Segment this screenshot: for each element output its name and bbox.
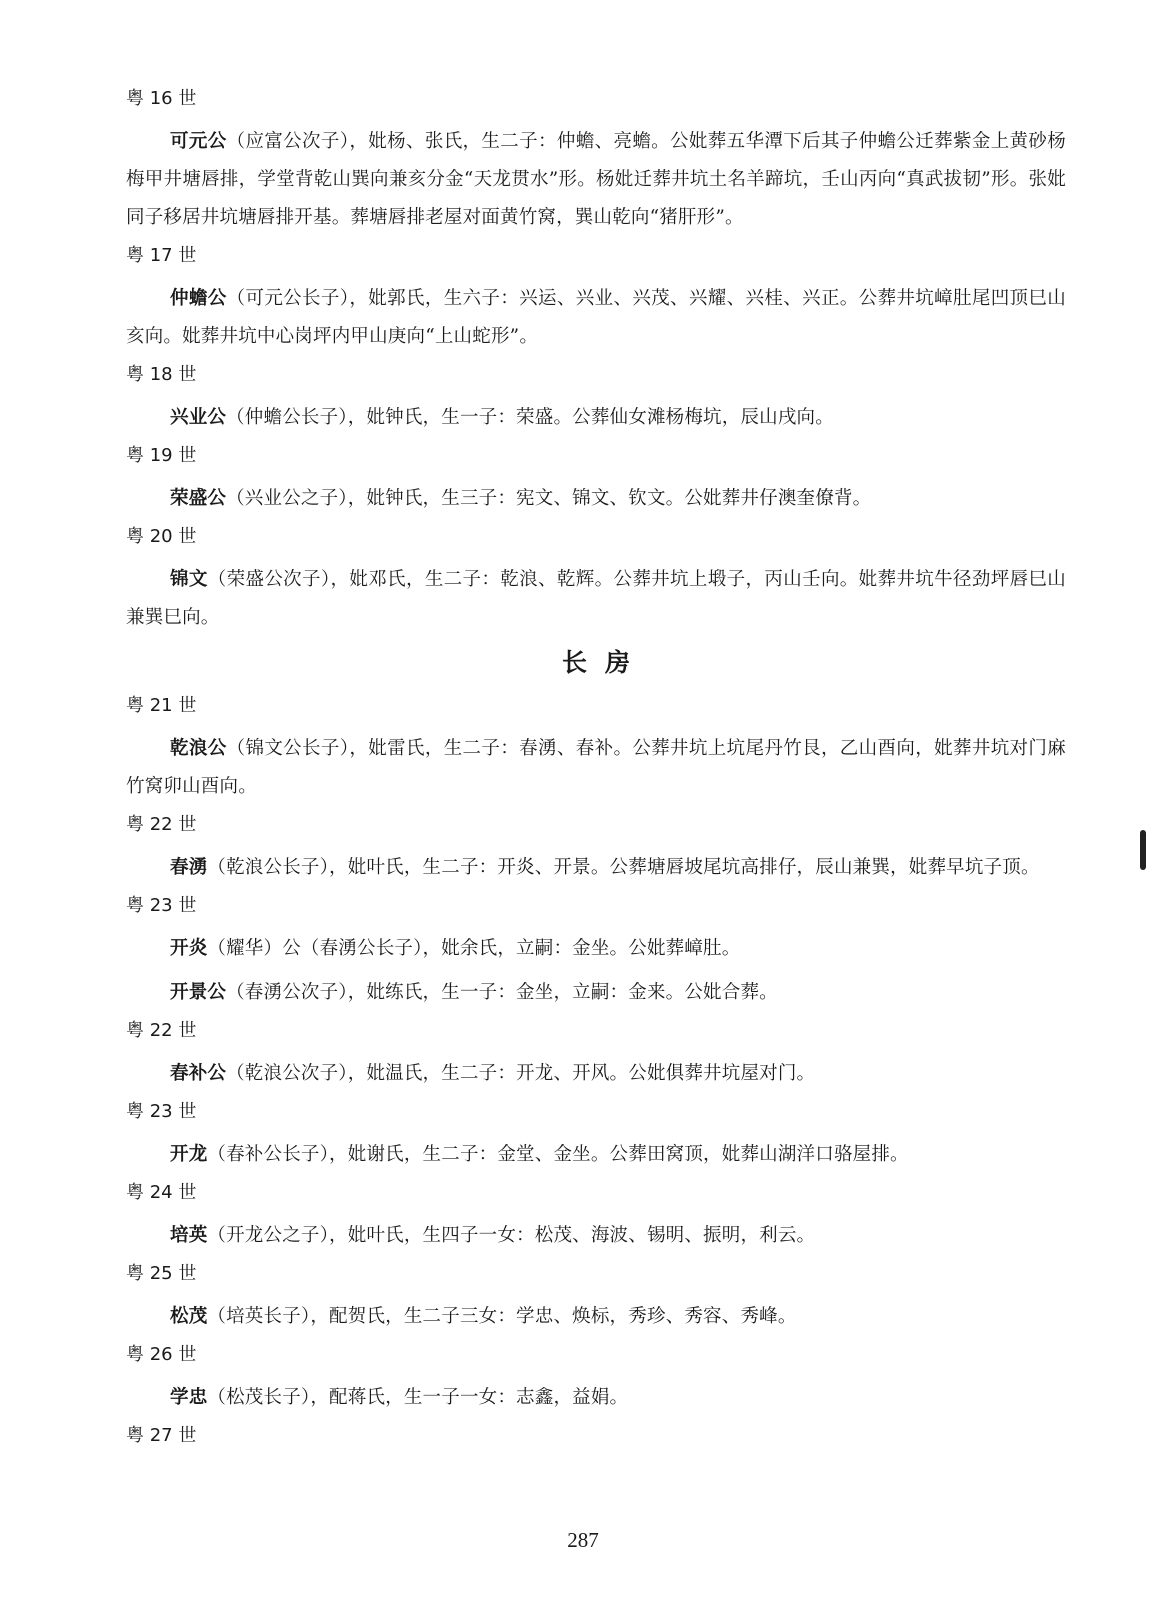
generation-label: 粤 21 世 <box>126 695 197 716</box>
person-name: 春补公 <box>170 1063 227 1084</box>
person-name: 春湧 <box>170 857 208 878</box>
generation-label: 粤 19 世 <box>126 445 197 466</box>
biography-text: （开龙公之子），妣叶氏，生四子一女：松茂、海波、锡明、振明，利云。 <box>207 1225 816 1246</box>
biography-paragraph <box>126 849 1066 887</box>
person-name: 开炎 <box>170 938 208 959</box>
biography-text: （乾浪公次子），妣温氏，生二子：开龙、开风。公妣俱葬井坑屋对门。 <box>226 1063 816 1084</box>
biography-text: （可元公长子），妣郭氏，生六子：兴运、兴业、兴茂、兴耀、兴桂、兴正。公葬井坑嶂肚尾凹顶巳山亥向。妣葬井坑中心岗坪内甲山庚向“上山蛇形”。 <box>126 288 1066 347</box>
generation-label: 粤 18 世 <box>126 364 197 385</box>
generation-label: 粤 27 世 <box>126 1425 197 1446</box>
biography-paragraph <box>126 280 1066 356</box>
biography-paragraph <box>126 730 1066 806</box>
person-name: 锦文 <box>170 569 208 590</box>
biography-text: （春湧公次子），妣练氏，生一子：金坐，立嗣：金来。公妣合葬。 <box>226 982 778 1003</box>
biography-text: （应富公次子），妣杨、张氏，生二子：仲蟾、亮蟾。公妣葬五华潭下后其子仲蟾公迁葬紫金上黄砂杨梅甲井塘唇排，学堂背乾山巽向兼亥分金“天龙贯水”形。杨妣迁葬井坑土名羊蹄坑，壬山丙向“真武拔韧”形。张妣同子移居井坑塘唇排开基。葬塘唇排老屋对面黄竹窝，巽山乾向“猪肝形”。 <box>126 131 1066 228</box>
person-name: 荣盛公 <box>170 488 227 509</box>
biography-paragraph <box>126 974 1066 1012</box>
biography-text: （仲蟾公长子），妣钟氏，生一子：荣盛。公葬仙女滩杨梅坑，辰山戌向。 <box>226 407 834 428</box>
generation-label: 粤 20 世 <box>126 526 197 547</box>
biography-text: （兴业公之子），妣钟氏，生三子：宪文、锦文、钦文。公妣葬井仔澳奎僚背。 <box>226 488 872 509</box>
person-name: 开景公 <box>170 982 227 1003</box>
generation-label: 粤 22 世 <box>126 814 197 835</box>
biography-paragraph <box>126 399 1066 437</box>
biography-paragraph <box>126 123 1066 237</box>
biography-text: （乾浪公长子），妣叶氏，生二子：开炎、开景。公葬塘唇坡尾坑高排仔，辰山兼巽，妣葬早坑子顶。 <box>207 857 1040 878</box>
biography-text: （锦文公长子），妣雷氏，生二子：春湧、春补。公葬井坑上坑尾丹竹艮，乙山酉向，妣葬井坑对门麻竹窝卯山酉向。 <box>126 738 1066 797</box>
generation-label: 粤 17 世 <box>126 245 197 266</box>
person-name: 学忠 <box>170 1387 208 1408</box>
biography-paragraph <box>126 480 1066 518</box>
person-name: 培英 <box>170 1225 208 1246</box>
biography-paragraph <box>126 1055 1066 1093</box>
person-name: 可元公 <box>170 131 227 152</box>
person-name: 兴业公 <box>170 407 227 428</box>
biography-paragraph <box>126 1136 1066 1174</box>
page-number: 287 <box>567 1528 599 1552</box>
page-content <box>126 86 1066 1460</box>
generation-label: 粤 16 世 <box>126 88 197 109</box>
biography-paragraph <box>126 561 1066 637</box>
person-name: 开龙 <box>170 1144 208 1165</box>
scan-edge-mark <box>1140 830 1146 870</box>
generation-label: 粤 22 世 <box>126 1020 197 1041</box>
biography-text: （荣盛公次子），妣邓氏，生二子：乾浪、乾辉。公葬井坑上塅子，丙山壬向。妣葬井坑牛径劲坪唇巳山兼巽巳向。 <box>126 569 1066 628</box>
biography-paragraph <box>126 1217 1066 1255</box>
generation-label: 粤 23 世 <box>126 895 197 916</box>
generation-label: 粤 24 世 <box>126 1182 197 1203</box>
section-heading: 长房 <box>561 648 648 677</box>
biography-paragraph <box>126 1379 1066 1417</box>
generation-label: 粤 23 世 <box>126 1101 197 1122</box>
person-name: 仲蟾公 <box>170 288 227 309</box>
biography-text: （松茂长子），配蒋氏，生一子一女：志鑫，益娟。 <box>207 1387 629 1408</box>
biography-paragraph <box>126 930 1066 968</box>
biography-text: （春补公长子），妣谢氏，生二子：金堂、金坐。公葬田窝顶，妣葬山湖洋口骆屋排。 <box>207 1144 909 1165</box>
biography-paragraph <box>126 1298 1066 1336</box>
generation-label: 粤 26 世 <box>126 1344 197 1365</box>
person-name: 乾浪公 <box>170 738 227 759</box>
entries-block-1 <box>126 86 1066 637</box>
biography-text: （耀华）公（春湧公长子），妣余氏，立嗣：金坐。公妣葬嶂肚。 <box>207 938 741 959</box>
entries-block-2 <box>126 693 1066 1449</box>
generation-label: 粤 25 世 <box>126 1263 197 1284</box>
biography-text: （培英长子），配贺氏，生二子三女：学忠、焕标，秀珍、秀容、秀峰。 <box>207 1306 797 1327</box>
person-name: 松茂 <box>170 1306 208 1327</box>
